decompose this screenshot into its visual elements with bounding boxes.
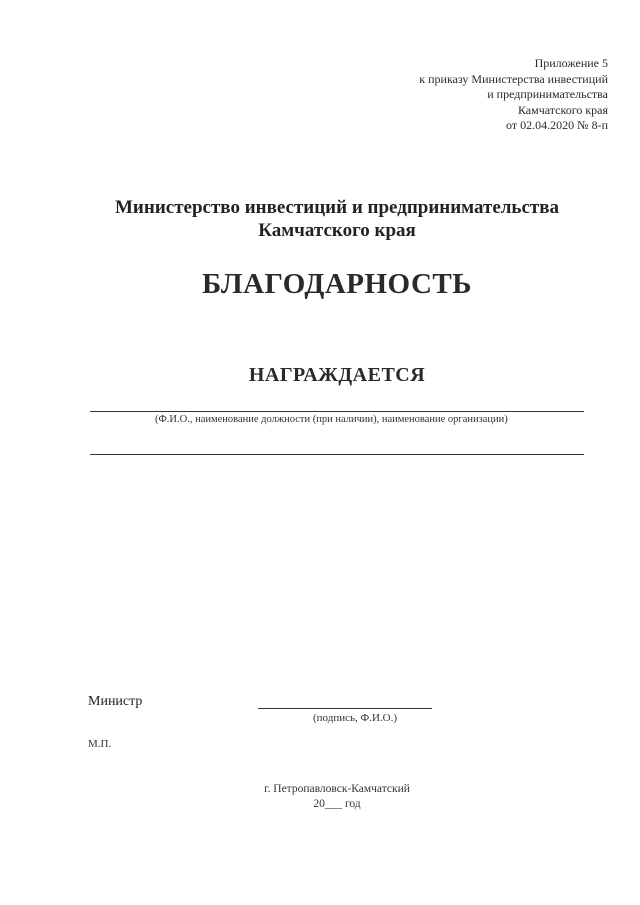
signature-line	[258, 708, 432, 709]
footer-city: г. Петропавловск-Камчатский	[264, 783, 410, 795]
appendix-line-5: от 02.04.2020 № 8-п	[506, 118, 608, 132]
appendix-line-4: Камчатского края	[517, 102, 608, 117]
signer-role: Министр	[88, 694, 143, 709]
ministry-line-2: Камчатского края	[258, 220, 416, 241]
recipient-line-2	[90, 454, 584, 455]
document-title: БЛАГОДАРНОСТЬ	[202, 268, 472, 300]
recipient-caption: (Ф.И.О., наименование должности (при наличии), наименование организации)	[155, 414, 508, 425]
awarded-heading: НАГРАЖДАЕТСЯ	[248, 364, 426, 386]
seal-mark: М.П.	[88, 738, 112, 750]
ministry-line-1: Министерство инвестиций и предпринимательства	[115, 197, 559, 218]
appendix-line-2: к приказу Министерства инвестиций	[419, 71, 608, 86]
ministry-heading	[60, 196, 614, 242]
signature-caption: (подпись, Ф.И.О.)	[313, 712, 397, 724]
appendix-block	[419, 56, 608, 134]
appendix-line-1: Приложение 5	[534, 56, 608, 70]
appendix-line-3: и предпринимательства	[487, 87, 608, 101]
recipient-line	[90, 411, 584, 412]
footer-year: 20___ год	[313, 798, 361, 810]
